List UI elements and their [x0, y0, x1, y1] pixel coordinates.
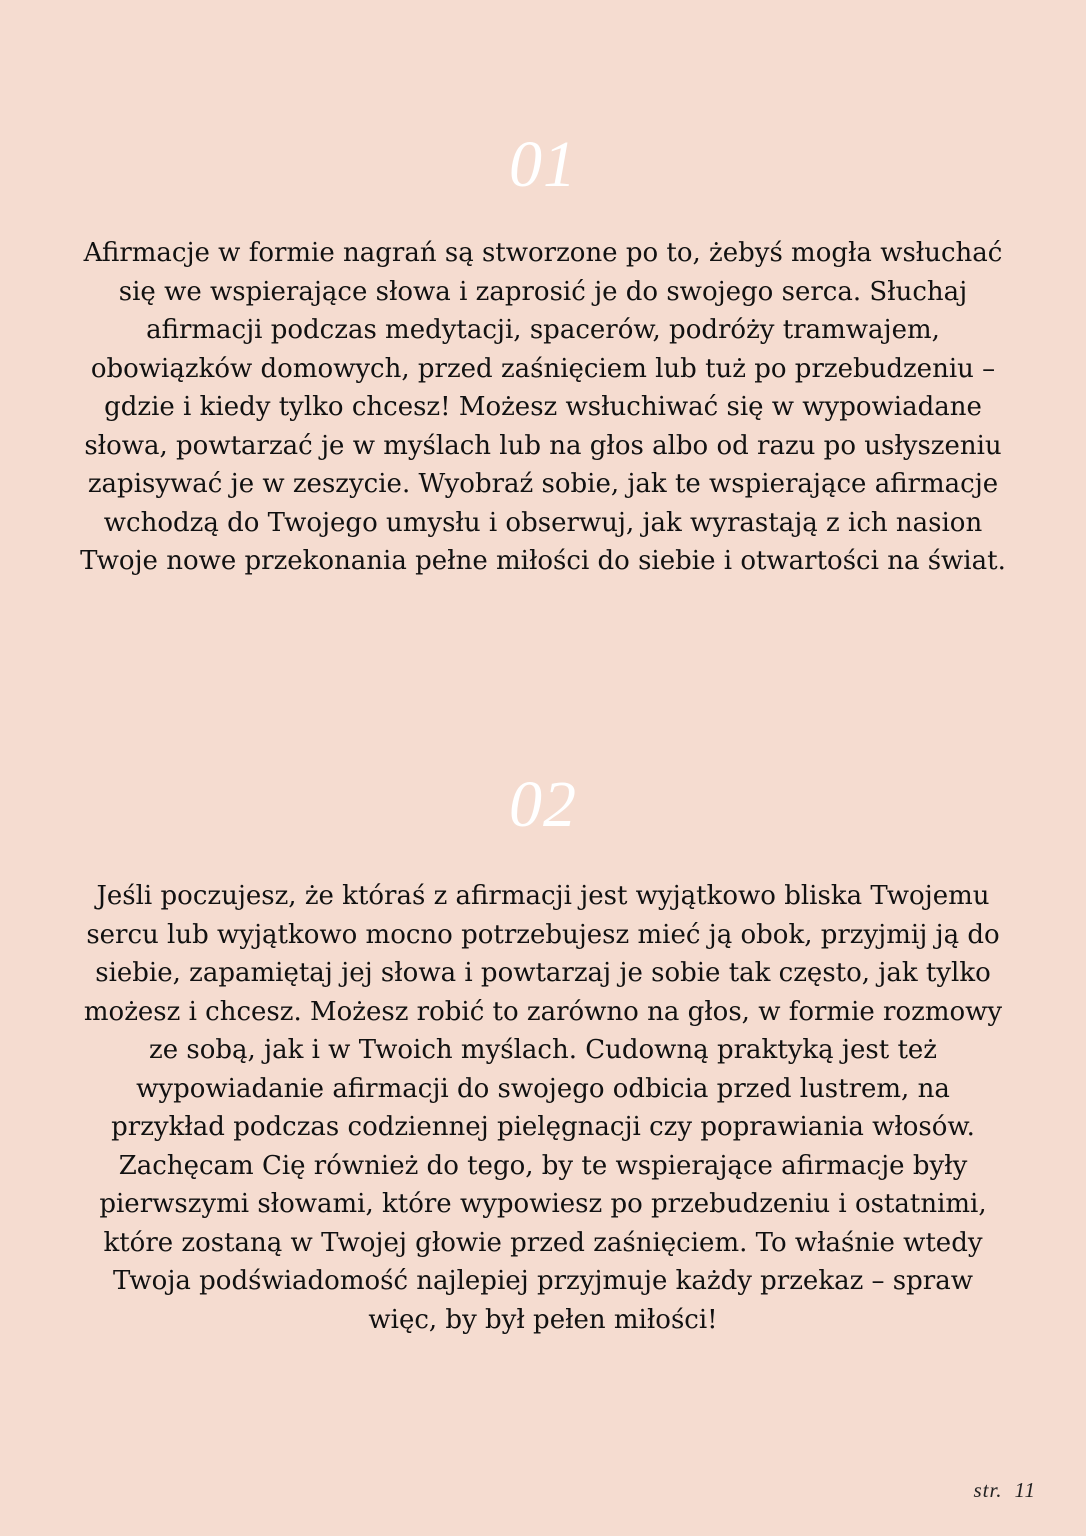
page-number: 11 — [1014, 1478, 1036, 1502]
section-paragraph-01: Afirmacje w formie nagrań są stworzone po to, żebyś mogła wsłuchać się we wspierające słowa i zaprosić je do swojego serca. Słuchaj afirmacji podczas medytacji, spacerów, podróży tramwajem, obowiązków domowych, przed zaśnięciem lub tuż po przebudzeniu – gdzie i kiedy tylko chcesz! Możesz wsłuchiwać się w wypowiadane słowa, powtarzać je w myślach lub na głos albo od razu po usłyszeniu zapisywać je w zeszycie. Wyobraź sobie, jak te wspierające afirmacje wchodzą do Twojego umysłu i obserwuj, jak wyrastają z ich nasion Twoje nowe przekonania pełne miłości do siebie i otwartości na świat. — [80, 238, 1006, 576]
page-label: str. — [973, 1478, 1003, 1502]
section-number-01: 01 — [509, 128, 577, 201]
page-footer — [973, 1478, 1036, 1503]
section-number-02: 02 — [509, 768, 577, 841]
section-paragraph-02: Jeśli poczujesz, że któraś z afirmacji jest wyjątkowo bliska Twojemu sercu lub wyjątkowo mocno potrzebujesz mieć ją obok, przyjmij ją do siebie, zapamiętaj jej słowa i powtarzaj je sobie tak często, jak tylko możesz i chcesz. Możesz robić to zarówno na głos, w formie rozmowy ze sobą, jak i w Twoich myślach. Cudowną praktyką jest też wypowiadanie afirmacji do swojego odbicia przed lustrem, na przykład podczas codziennej pielęgnacji czy poprawiania włosów. Zachęcam Cię również do tego, by te wspierające afirmacje były pierwszymi słowami, które wypowiesz po przebudzeniu i ostatnimi, które zostaną w Twojej głowie przed zaśnięciem. To właśnie wtedy Twoja podświadomość najlepiej przyjmuje każdy przekaz – spraw więc, by był pełen miłości! — [83, 881, 1003, 1335]
